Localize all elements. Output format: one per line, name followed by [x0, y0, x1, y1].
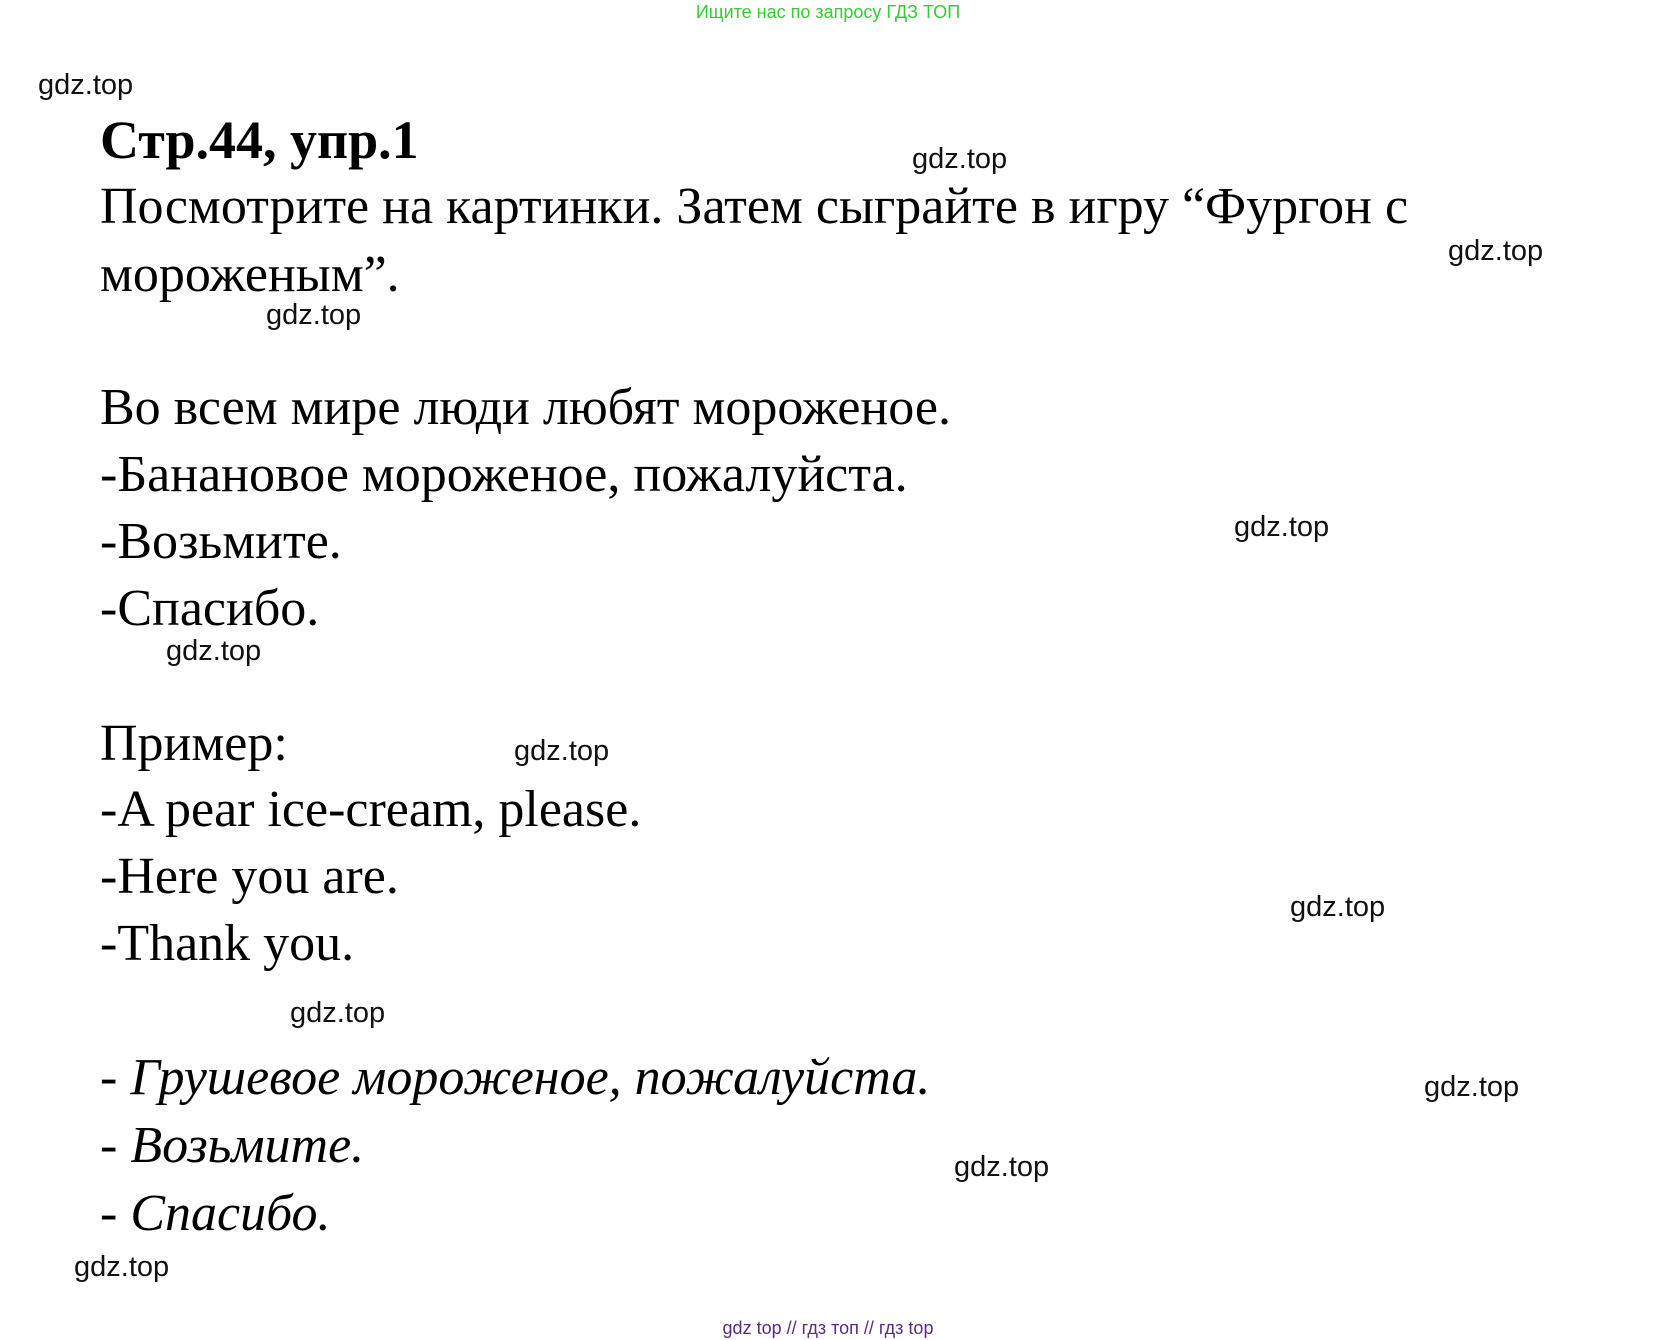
exercise-heading: Стр.44, упр.1 [100, 110, 419, 170]
translation-line: - Спасибо. [100, 1185, 331, 1242]
example-label: Пример: [100, 715, 288, 772]
watermark: gdz.top [954, 1151, 1050, 1183]
top-banner-link[interactable]: Ищите нас по запросу ГДЗ ТОП [695, 2, 961, 22]
watermark: gdz.top [38, 69, 134, 101]
watermark: gdz.top [514, 735, 610, 767]
watermark: gdz.top [266, 299, 362, 331]
translation-line: - Возьмите. [100, 1117, 365, 1174]
dialogue-line: -Банановое мороженое, пожалуйста. [100, 446, 908, 503]
example-line: -Here you are. [100, 848, 399, 905]
bottom-banner-link[interactable]: gdz top // гдз топ // гдз top [722, 1318, 934, 1338]
watermark: gdz.top [74, 1251, 170, 1283]
example-line: -Thank you. [100, 915, 355, 972]
watermark: gdz.top [1448, 235, 1544, 267]
watermark: gdz.top [1424, 1071, 1520, 1103]
instruction-line: мороженым”. [100, 246, 400, 303]
dialogue-line: -Спасибо. [100, 580, 320, 637]
dialogue-line: -Возьмите. [100, 513, 342, 570]
watermark: gdz.top [1234, 511, 1330, 543]
intro-line: Во всем мире люди любят мороженое. [100, 379, 951, 436]
watermark: gdz.top [1290, 891, 1386, 923]
example-line: -A pear ice-cream, please. [100, 781, 642, 838]
watermark: gdz.top [912, 143, 1008, 175]
watermark: gdz.top [290, 997, 386, 1029]
translation-line: - Грушевое мороженое, пожалуйста. [100, 1049, 931, 1106]
instruction-line: Посмотрите на картинки. Затем сыграйте в игру “Фургон с [100, 178, 1409, 235]
watermark: gdz.top [166, 635, 262, 667]
